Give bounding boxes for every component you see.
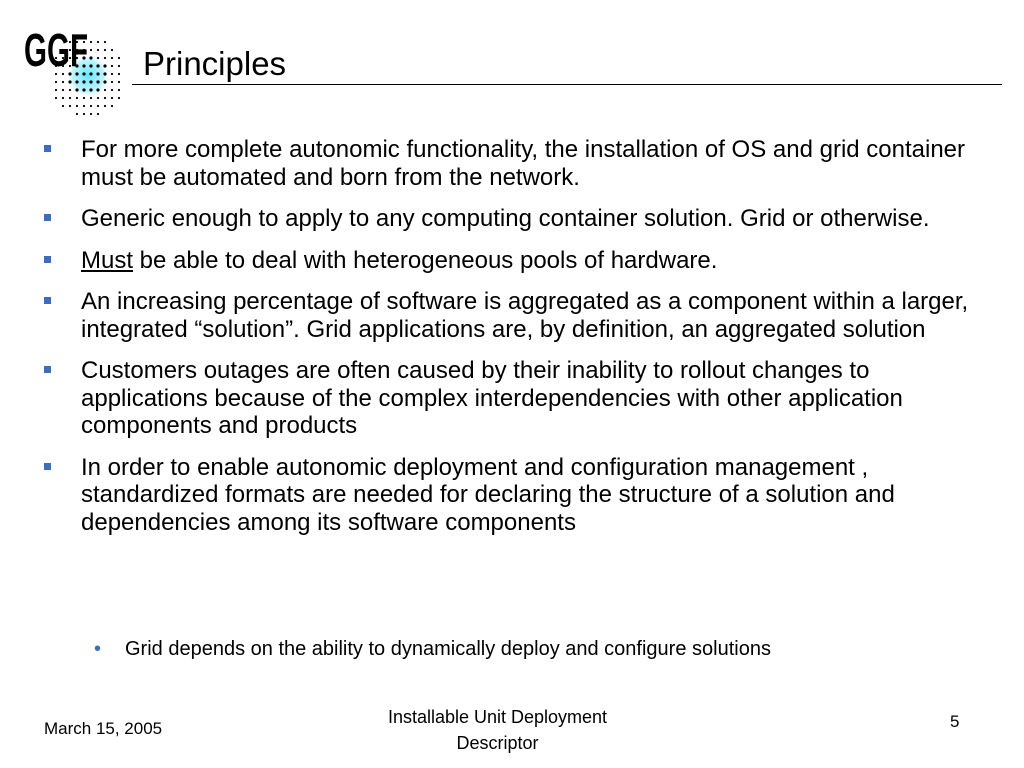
page-number: 5: [950, 712, 960, 731]
footer-title-line1: Installable Unit Deployment: [387, 707, 608, 727]
bullet-item: [44, 288, 994, 343]
footer-title-line2: Descriptor: [456, 733, 539, 753]
bullet-text: In order to enable autonomic deployment and configuration management , standardized formats are needed for declaring the structure of a solution and dependencies among its software components: [81, 453, 895, 536]
bullet-text: For more complete autonomic functionality, the installation of OS and grid container must be automated and born from the network.: [81, 136, 966, 191]
bullet-text: Generic enough to apply to any computing container solution. Grid or otherwise.: [81, 205, 930, 232]
square-bullet-icon: [44, 366, 51, 373]
sub-bullet-item: [92, 636, 1024, 662]
square-bullet-icon: [44, 463, 51, 470]
bullet-item: [44, 205, 994, 233]
bullet-text: An increasing percentage of software is aggregated as a component within a larger, integrated “solution”. Grid applications are, by definition, an aggregated solution: [81, 288, 969, 343]
bullet-item: [44, 454, 994, 537]
square-bullet-icon: [44, 256, 51, 263]
square-bullet-icon: [44, 214, 51, 221]
underlined-word: Must: [81, 246, 134, 274]
footer-title: [330, 704, 665, 756]
square-bullet-icon: [44, 145, 51, 152]
bullet-text: Customers outages are often caused by their inability to rollout changes to applications because of the complex interdependencies with other application components and products: [81, 357, 903, 439]
square-bullet-icon: [44, 297, 51, 304]
slide-title: Principles: [143, 45, 287, 82]
dot-bullet-icon: •: [94, 638, 102, 660]
bullet-text: be able to deal with heterogeneous pools of hardware.: [133, 246, 718, 274]
sub-bullet-text: Grid depends on the ability to dynamically deploy and configure solutions: [125, 638, 771, 660]
bullet-item: [44, 247, 994, 275]
title-divider: [132, 84, 1002, 85]
footer-date: March 15, 2005: [44, 719, 163, 738]
ggf-logo: [22, 14, 126, 126]
logo-text: GGF: [24, 24, 88, 76]
bullet-item: [44, 136, 994, 191]
bullet-list: [44, 136, 994, 550]
bullet-item: [44, 357, 994, 440]
